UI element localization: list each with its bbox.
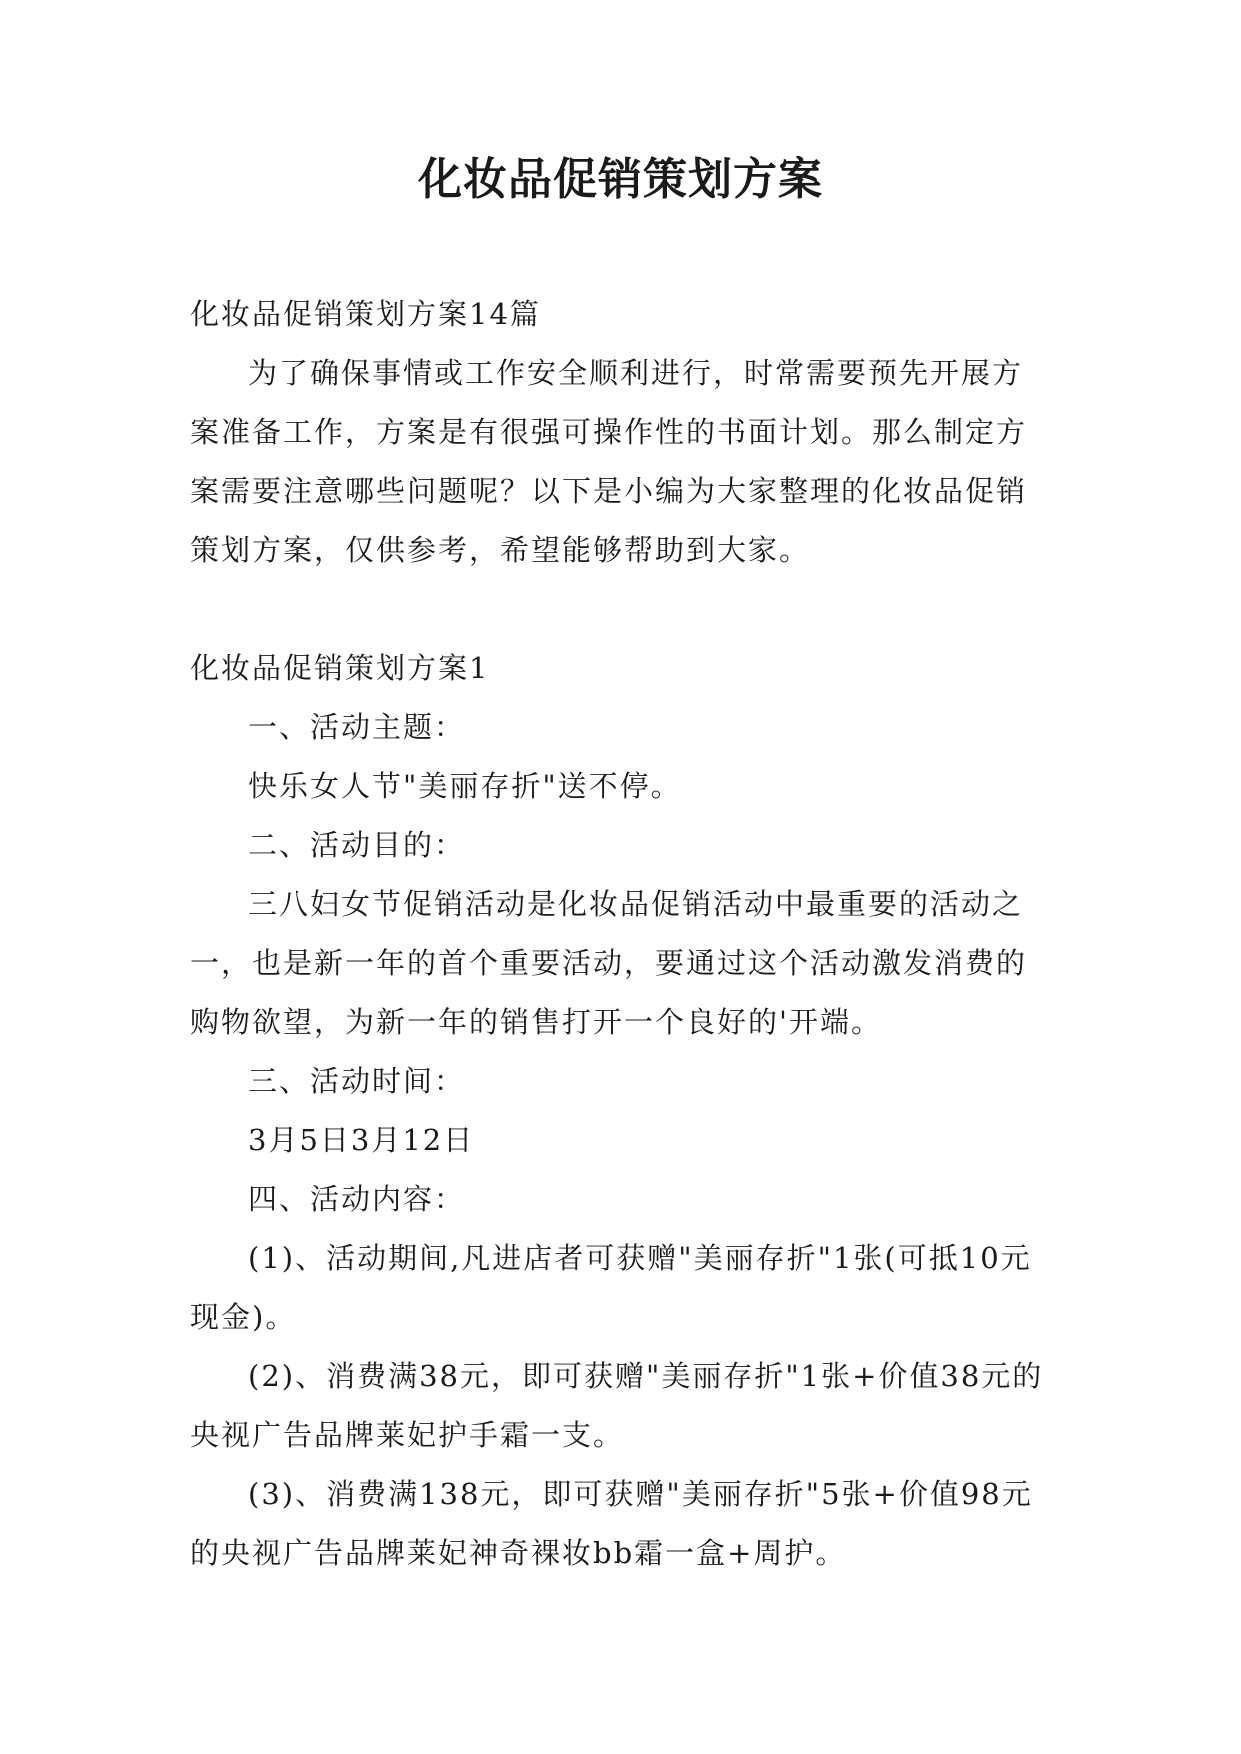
content-item-2: (2)、消费满38元，即可获赠"美丽存折"1张+价值38元的央视广告品牌莱妃护手霜一支。 — [190, 1359, 1044, 1452]
time-text: 3月5日3月12日 — [248, 1123, 475, 1157]
section-heading: 化妆品促销策划方案1 — [190, 651, 490, 685]
document-subtitle: 化妆品促销策划方案14篇 — [190, 297, 541, 331]
document-title: 化妆品促销策划方案 — [418, 154, 823, 205]
content-item-1: (1)、活动期间,凡进店者可获赠"美丽存折"1张(可抵10元现金)。 — [190, 1241, 1032, 1334]
intro-paragraph: 为了确保事情或工作安全顺利进行，时常需要预先开展方案准备工作，方案是有很强可操作性的书面计划。那么制定方案需要注意哪些问题呢？以下是小编为大家整理的化妆品促销策划方案，仅供参考，希望能够帮助到大家。 — [190, 356, 1028, 567]
theme-text: 快乐女人节"美丽存折"送不停。 — [248, 769, 682, 803]
purpose-text: 三八妇女节促销活动是化妆品促销活动中最重要的活动之一，也是新一年的首个重要活动，要通过这个活动激发消费的购物欲望，为新一年的销售打开一个良好的'开端。 — [190, 887, 1028, 1039]
document-body — [190, 285, 1052, 1583]
content-item-3: (3)、消费满138元，即可获赠"美丽存折"5张+价值98元的央视广告品牌莱妃神奇裸妆bb霜一盒+周护。 — [190, 1477, 1033, 1570]
time-heading: 三、活动时间： — [248, 1064, 466, 1098]
purpose-heading: 二、活动目的： — [248, 828, 466, 862]
theme-heading: 一、活动主题： — [248, 710, 466, 744]
content-heading: 四、活动内容： — [248, 1182, 466, 1216]
